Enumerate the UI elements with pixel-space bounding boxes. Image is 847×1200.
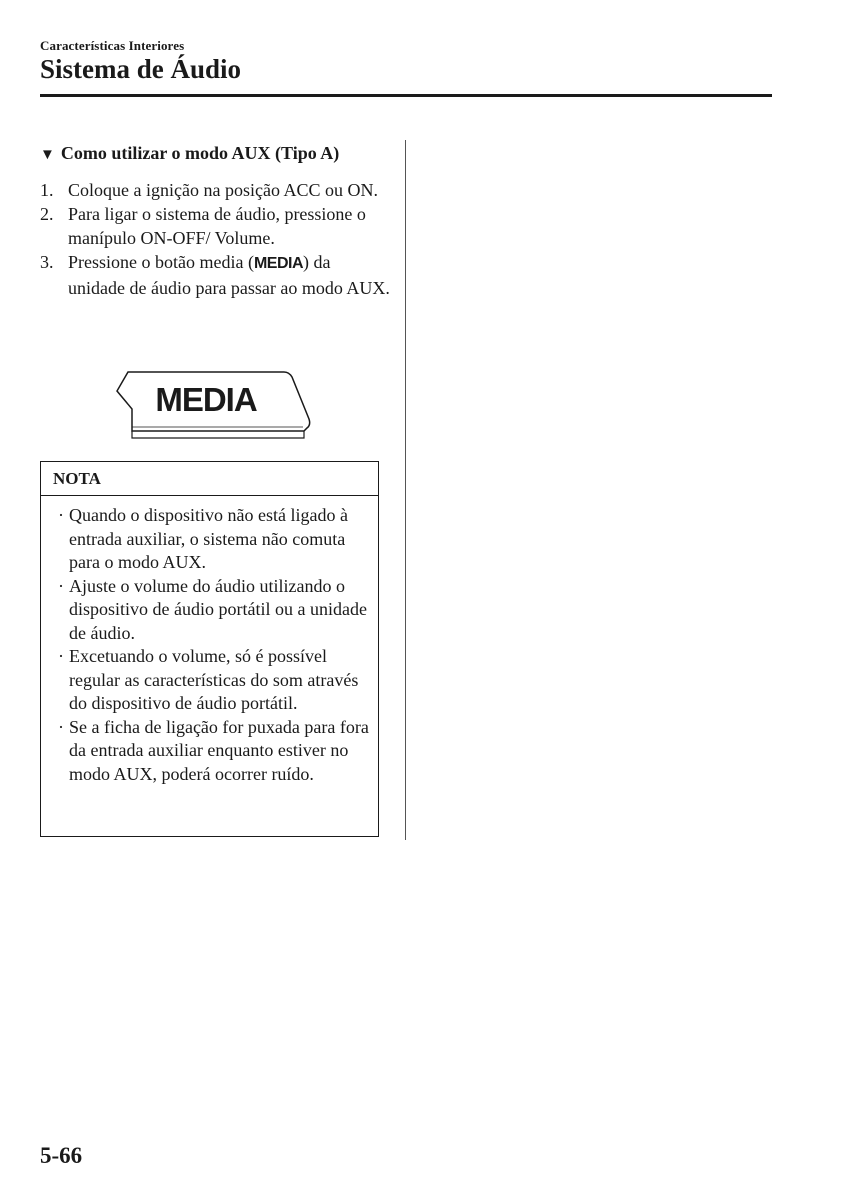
section-heading-text: Como utilizar o modo AUX (Tipo A) — [60, 143, 340, 163]
step-number: 2. — [40, 204, 54, 224]
step-number: 1. — [40, 180, 54, 200]
step-number: 3. — [40, 252, 54, 272]
step-item — [40, 250, 390, 300]
breadcrumb: Características Interiores — [40, 38, 185, 53]
note-item — [41, 645, 378, 716]
bullet-icon: · — [58, 646, 64, 666]
section-heading — [40, 143, 339, 164]
bullet-icon: · — [58, 505, 64, 525]
media-button-label: MEDIA — [155, 381, 257, 418]
note-item-text: Excetuando o volume, só é possível regular as características do som através do dispositivo de áudio portátil. — [69, 646, 359, 713]
bullet-icon: · — [58, 575, 64, 596]
step-text: Para ligar o sistema de áudio, pressione o manípulo ON-OFF/ Volume. — [68, 204, 366, 248]
triangle-marker-icon: ▼ — [40, 147, 55, 163]
step-text: Coloque a ignição na posição ACC ou ON. — [68, 180, 378, 200]
header-divider — [40, 94, 772, 97]
step-item — [40, 178, 390, 202]
step-text-before: Pressione o botão media ( — [68, 252, 254, 272]
note-item — [41, 575, 378, 646]
media-button-illustration — [114, 369, 312, 441]
note-box — [40, 461, 379, 837]
step-item — [40, 202, 390, 250]
note-title: NOTA — [41, 462, 378, 496]
bullet-icon: · — [58, 716, 64, 737]
step-text-after: ) da unidade de áudio para passar ao modo AUX. — [68, 252, 390, 298]
steps-list — [40, 178, 390, 300]
note-item — [41, 504, 378, 575]
note-item-text: Se a ficha de ligação for puxada para fora da entrada auxiliar enquanto estiver no modo AUX, poderá ocorrer ruído. — [69, 716, 369, 784]
column-divider — [405, 140, 406, 840]
note-item-text: Quando o dispositivo não está ligado à entrada auxiliar, o sistema não comuta para o modo AUX. — [69, 505, 348, 572]
media-badge-inline: MEDIA — [253, 255, 304, 272]
page-title: Sistema de Áudio — [40, 54, 242, 84]
note-item — [41, 716, 378, 787]
media-button-bevel — [132, 431, 304, 438]
note-item-text: Ajuste o volume do áudio utilizando o dispositivo de áudio portátil ou a unidade de áudio. — [69, 575, 367, 643]
note-list — [41, 496, 378, 786]
page-number: 5-66 — [40, 1143, 83, 1168]
